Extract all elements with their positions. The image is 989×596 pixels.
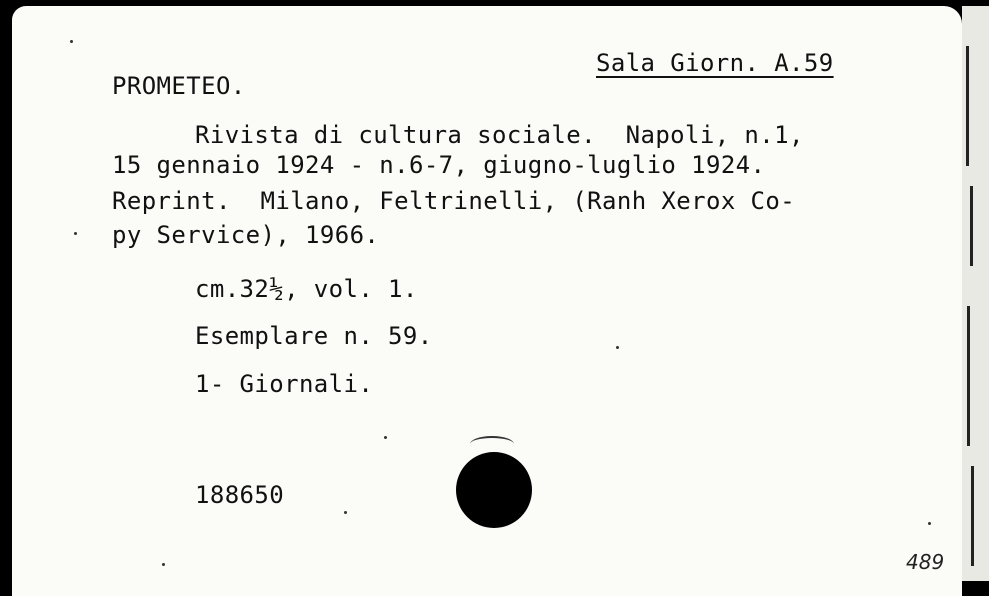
shelfmark: Sala Giorn. A.59 — [596, 49, 834, 77]
physical-description: cm.32½, vol. 1. — [195, 275, 418, 303]
description-line: Reprint. Milano, Feltrinelli, (Ranh Xerox Co- — [112, 187, 796, 215]
edge-mark — [967, 306, 970, 446]
description-line: Rivista di cultura sociale. Napoli, n.1, — [195, 121, 804, 149]
edge-mark — [966, 46, 969, 166]
speck — [384, 436, 387, 439]
punch-hole — [456, 452, 532, 528]
description-line: 15 gennaio 1924 - n.6-7, giugno-luglio 1924. — [112, 151, 766, 179]
copy-number: Esemplare n. 59. — [195, 322, 433, 350]
speck — [928, 522, 931, 525]
edge-mark — [971, 466, 974, 566]
speck — [70, 40, 73, 43]
edge-mark — [970, 186, 973, 266]
description-line: py Service), 1966. — [112, 221, 380, 249]
card-title: PROMETEO. — [112, 72, 246, 100]
inventory-number: 188650 — [195, 481, 285, 509]
speck — [74, 232, 77, 235]
speck — [344, 511, 347, 514]
handwritten-note: 489 — [906, 550, 945, 574]
punch-hole-rim — [470, 436, 514, 452]
speck — [616, 346, 619, 349]
subject-heading: 1- Giornali. — [195, 370, 374, 398]
speck — [162, 563, 165, 566]
card-stack-edge — [962, 6, 989, 581]
